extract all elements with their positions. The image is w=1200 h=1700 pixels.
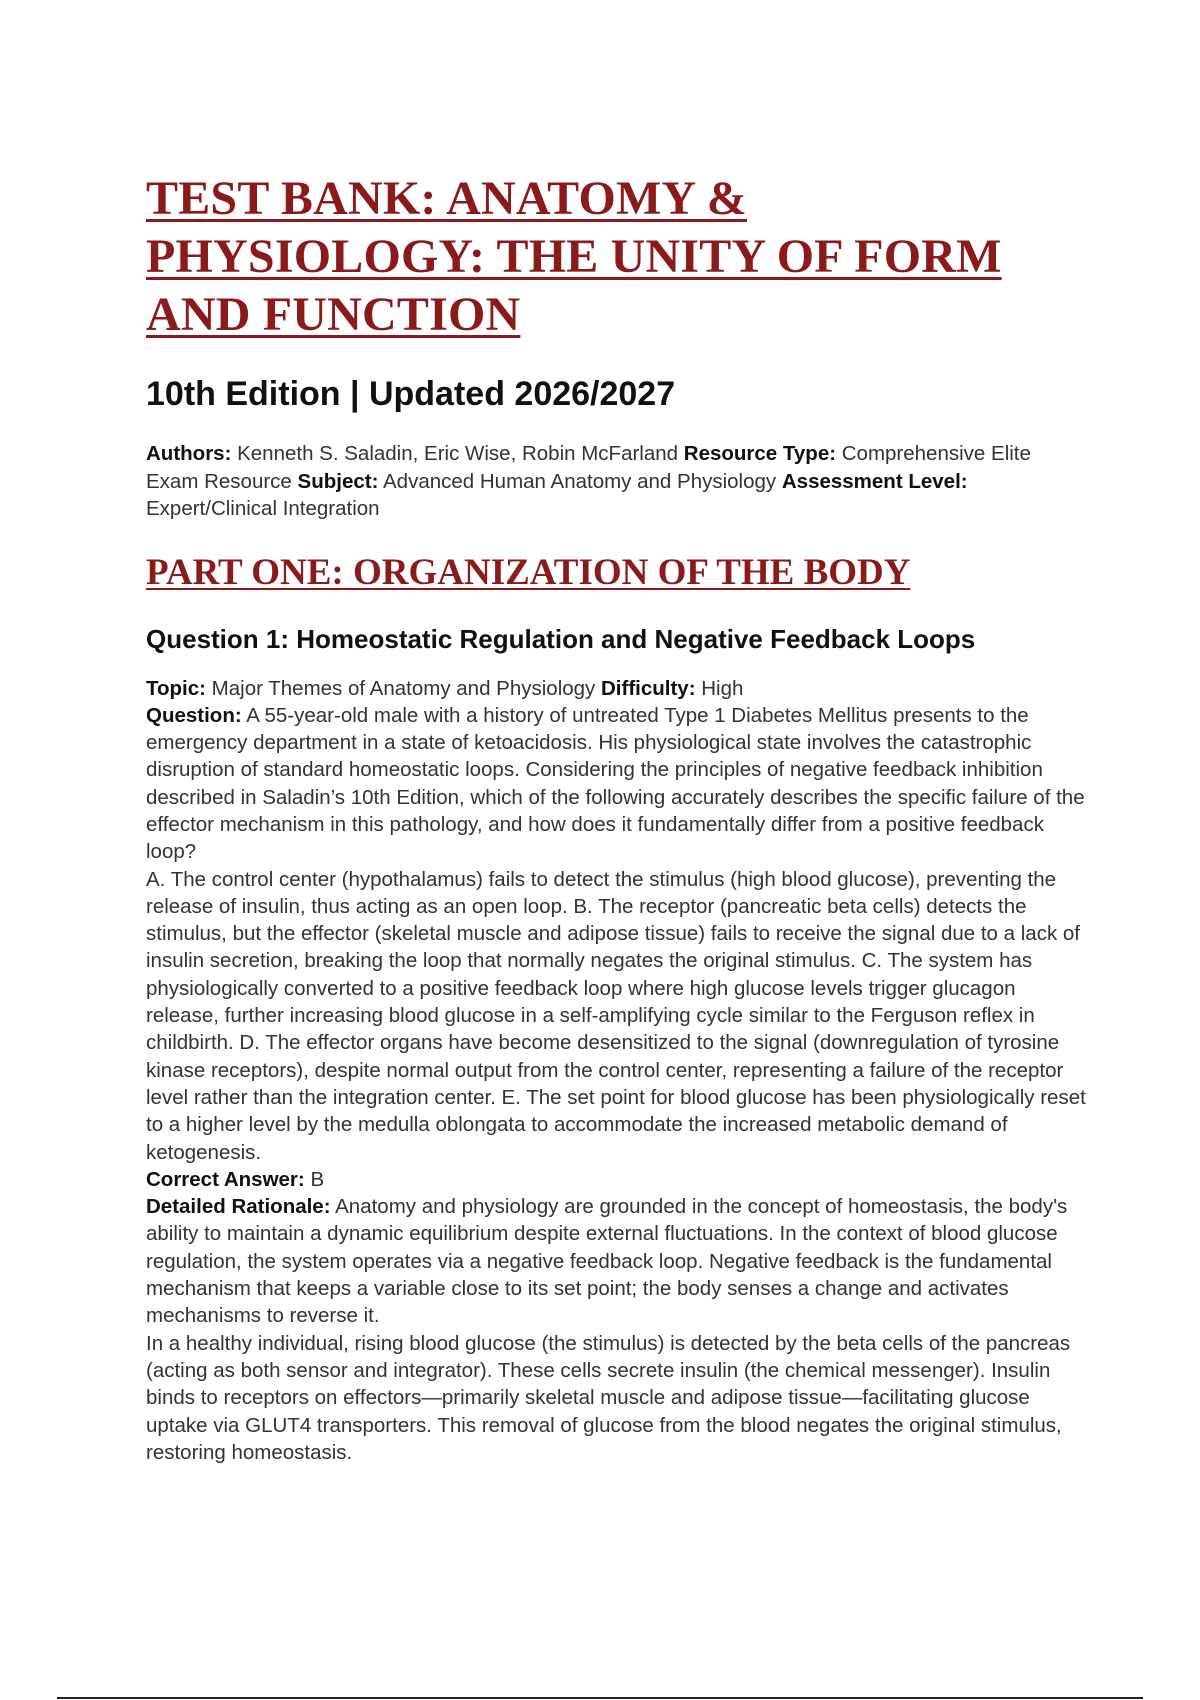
question-stem (146, 702, 1086, 866)
correct-answer-label: Correct Answer: (146, 1167, 305, 1191)
footer-divider (57, 1697, 1143, 1699)
document-page (146, 170, 1086, 1466)
topic-value: Major Themes of Anatomy and Physiology (211, 676, 596, 700)
resource-type-value: Comprehensive Elite Exam Resource (146, 442, 1031, 493)
correct-answer-value: B (310, 1167, 325, 1191)
subject-label: Subject: (297, 469, 379, 493)
question-text: A 55-year-old male with a history of untreated Type 1 Diabetes Mellitus presents to the emergency department in a state of ketoacidosis. His physiological state involves the catastrophic disruption of standard homeostatic loops. Considering the principles of negative feedback inhibition described in Saladin’s 10th Edition, which of the following accurately describes the specific failure of the effector mechanism in this pathology, and how does it fundamentally differ from a positive feedback loop? (146, 703, 1085, 864)
question-label: Question: (146, 703, 242, 727)
correct-answer-line (146, 1166, 1086, 1193)
topic-label: Topic: (146, 676, 206, 700)
subject-value: Advanced Human Anatomy and Physiology (383, 469, 777, 493)
assessment-level-value: Expert/Clinical Integration (146, 497, 380, 520)
part-heading: PART ONE: ORGANIZATION OF THE BODY (146, 551, 911, 593)
resource-type-label: Resource Type: (683, 442, 837, 465)
answer-options: A. The control center (hypothalamus) fails to detect the stimulus (high blood glucose), preventing the release of insulin, thus acting as an open loop. B. The receptor (pancreatic beta cells) detects the stimulus, but the effector (skeletal muscle and adipose tissue) fails to receive the signal due to a lack of insulin secretion, breaking the loop that normally negates the original stimulus. C. The system has physiologically converted to a positive feedback loop where high glucose levels trigger glucagon release, further increasing blood glucose in a self-amplifying cycle similar to the Ferguson reflex in childbirth. D. The effector organs have become desensitized to the signal (downregulation of tyrosine kinase receptors), despite normal output from the control center, representing a failure of the receptor level rather than the integration center. E. The set point for blood glucose has been physiologically reset to a higher level by the medulla oblongata to accommodate the increased metabolic demand of ketogenesis. (146, 867, 1086, 1164)
rationale-paragraph-1 (146, 1193, 1086, 1329)
authors-value: Kenneth S. Saladin, Eric Wise, Robin McFarland (237, 442, 679, 465)
edition-subtitle: 10th Edition | Updated 2026/2027 (146, 375, 676, 413)
rationale-label: Detailed Rationale: (146, 1195, 331, 1219)
document-title: TEST BANK: ANATOMY & PHYSIOLOGY: THE UNITY OF FORM AND FUNCTION (146, 172, 1002, 341)
topic-line (146, 675, 1086, 702)
document-meta (146, 440, 1086, 523)
question-body (146, 675, 1086, 1467)
difficulty-value: High (701, 676, 744, 700)
difficulty-label: Difficulty: (601, 676, 696, 700)
rationale-paragraph-2: In a healthy individual, rising blood glucose (the stimulus) is detected by the beta cells of the pancreas (acting as both sensor and integrator). These cells secrete insulin (the chemical messenger). Insulin binds to receptors on effectors—primarily skeletal muscle and adipose tissue—facilitating glucose uptake via GLUT4 transporters. This removal of glucose from the blood negates the original stimulus, restoring homeostasis. (146, 1331, 1071, 1464)
authors-label: Authors: (146, 442, 232, 465)
question-heading: Question 1: Homeostatic Regulation and Negative Feedback Loops (146, 623, 976, 654)
rationale-text-1: Anatomy and physiology are grounded in the concept of homeostasis, the body's ability to maintain a dynamic equilibrium despite external fluctuations. In the context of blood glucose regulation, the system operates via a negative feedback loop. Negative feedback is the fundamental mechanism that keeps a variable close to its set point; the body senses a change and activates mechanisms to reverse it. (146, 1195, 1068, 1328)
assessment-level-label: Assessment Level: (781, 469, 968, 493)
